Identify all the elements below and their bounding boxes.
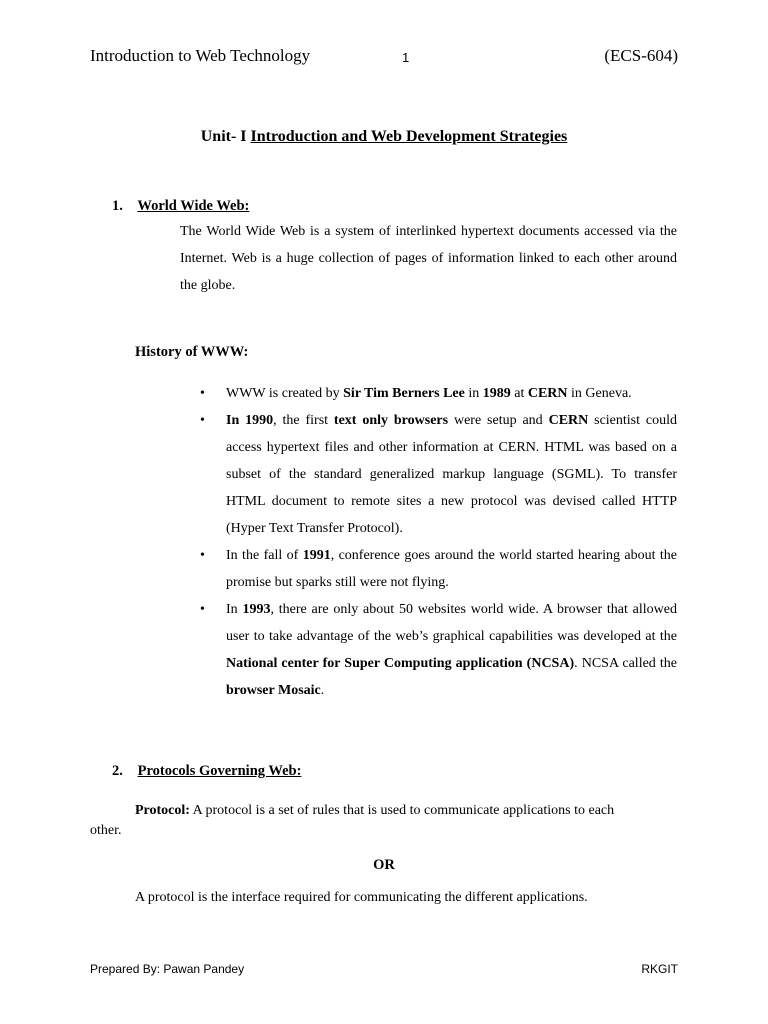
section1-title: World Wide Web: bbox=[137, 198, 250, 214]
or-separator: OR bbox=[373, 857, 395, 873]
protocol-label: Protocol: bbox=[135, 803, 190, 818]
section1-heading bbox=[112, 198, 249, 215]
list-item: • WWW is created by Sir Tim Berners Lee in 1989 at CERN in Geneva. bbox=[200, 380, 677, 407]
header-title: Introduction to Web Technology bbox=[90, 46, 311, 65]
page-number: 1 bbox=[402, 50, 410, 65]
list-item: • In 1993, there are only about 50 websites world wide. A browser that allowed user to take advantage of the web’s graphical capabilities was developed at the National center for Super Computing application (NCSA). NCSA called the browser Mosaic. bbox=[200, 596, 677, 704]
section1-number: 1. bbox=[112, 198, 123, 214]
section2-number: 2. bbox=[112, 763, 123, 779]
history-heading: History of WWW: bbox=[135, 344, 249, 360]
history-list bbox=[200, 380, 677, 704]
footer-author: Prepared By: Pawan Pandey bbox=[90, 962, 245, 976]
unit-title bbox=[0, 128, 768, 146]
section2-title: Protocols Governing Web: bbox=[137, 763, 302, 779]
list-item: • In 1990, the first text only browsers were setup and CERN scientist could access hypertext files and other information at CERN. HTML was based on a subset of the standard generalized markup language (SGML). To transfer HTML document to remote sites a new protocol was devised called HTTP (Hyper Text Transfer Protocol). bbox=[200, 407, 677, 542]
section2-heading bbox=[112, 763, 301, 780]
section1-body: The World Wide Web is a system of interlinked hypertext documents accessed via the Internet. Web is a huge collection of pages of information linked to each other around the globe. bbox=[180, 224, 677, 293]
unit-prefix: Unit- I bbox=[200, 128, 247, 145]
course-code: (ECS-604) bbox=[604, 46, 678, 65]
protocol-definition: Protocol: A protocol is a set of rules that is used to communicate applications to each bbox=[135, 803, 615, 818]
protocol-alt-definition: A protocol is the interface required for communicating the different applications. bbox=[135, 890, 588, 905]
protocol-definition-cont: other. bbox=[90, 823, 122, 838]
unit-heading: Introduction and Web Development Strategies bbox=[250, 128, 568, 145]
footer-institute: RKGIT bbox=[641, 962, 678, 976]
list-item: • In the fall of 1991, conference goes around the world started hearing about the promise but sparks still were not flying. bbox=[200, 542, 677, 596]
